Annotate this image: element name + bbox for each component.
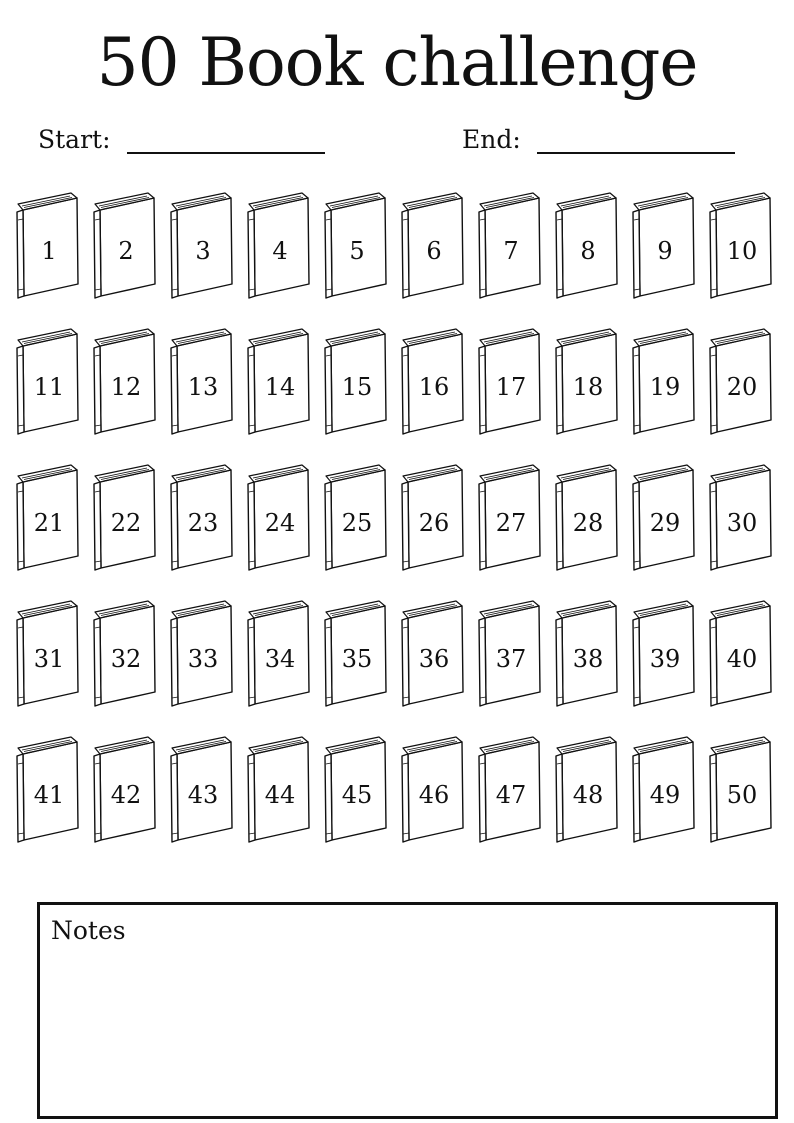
page-title: 50 Book challenge xyxy=(96,24,698,101)
book-10[interactable] xyxy=(707,192,784,302)
book-number: 38 xyxy=(572,645,604,673)
book-number: 21 xyxy=(33,509,65,537)
book-number: 47 xyxy=(495,781,527,809)
book-grid xyxy=(14,192,784,872)
book-number: 13 xyxy=(187,373,219,401)
book-number: 4 xyxy=(272,237,288,265)
start-label: Start: xyxy=(38,125,111,154)
book-number: 29 xyxy=(649,509,681,537)
book-32[interactable] xyxy=(91,600,168,710)
book-number: 17 xyxy=(495,373,527,401)
book-number: 14 xyxy=(264,373,296,401)
book-number: 45 xyxy=(341,781,373,809)
book-40[interactable] xyxy=(707,600,784,710)
book-number: 20 xyxy=(726,373,758,401)
book-1[interactable] xyxy=(14,192,91,302)
book-number: 3 xyxy=(195,237,211,265)
book-number: 1 xyxy=(41,237,57,265)
book-number: 41 xyxy=(33,781,65,809)
book-37[interactable] xyxy=(476,600,553,710)
end-date-line[interactable] xyxy=(537,152,735,154)
book-33[interactable] xyxy=(168,600,245,710)
book-27[interactable] xyxy=(476,464,553,574)
book-50[interactable] xyxy=(707,736,784,846)
book-number: 23 xyxy=(187,509,219,537)
book-31[interactable] xyxy=(14,600,91,710)
book-number: 9 xyxy=(657,237,673,265)
book-38[interactable] xyxy=(553,600,630,710)
start-date-field[interactable] xyxy=(38,116,325,156)
book-47[interactable] xyxy=(476,736,553,846)
book-5[interactable] xyxy=(322,192,399,302)
book-number: 19 xyxy=(649,373,681,401)
book-row xyxy=(14,328,784,464)
book-36[interactable] xyxy=(399,600,476,710)
book-number: 27 xyxy=(495,509,527,537)
book-row xyxy=(14,600,784,736)
book-26[interactable] xyxy=(399,464,476,574)
book-29[interactable] xyxy=(630,464,707,574)
book-45[interactable] xyxy=(322,736,399,846)
book-48[interactable] xyxy=(553,736,630,846)
book-row xyxy=(14,192,784,328)
book-49[interactable] xyxy=(630,736,707,846)
book-number: 44 xyxy=(264,781,296,809)
book-42[interactable] xyxy=(91,736,168,846)
book-row xyxy=(14,736,784,872)
book-35[interactable] xyxy=(322,600,399,710)
book-number: 34 xyxy=(264,645,296,673)
book-6[interactable] xyxy=(399,192,476,302)
book-number: 39 xyxy=(649,645,681,673)
book-20[interactable] xyxy=(707,328,784,438)
book-number: 28 xyxy=(572,509,604,537)
book-number: 18 xyxy=(572,373,604,401)
book-number: 48 xyxy=(572,781,604,809)
book-number: 16 xyxy=(418,373,450,401)
book-28[interactable] xyxy=(553,464,630,574)
book-number: 35 xyxy=(341,645,373,673)
start-date-line[interactable] xyxy=(127,152,325,154)
book-14[interactable] xyxy=(245,328,322,438)
book-number: 37 xyxy=(495,645,527,673)
book-41[interactable] xyxy=(14,736,91,846)
book-number: 33 xyxy=(187,645,219,673)
book-3[interactable] xyxy=(168,192,245,302)
book-8[interactable] xyxy=(553,192,630,302)
book-number: 25 xyxy=(341,509,373,537)
book-number: 12 xyxy=(110,373,142,401)
book-2[interactable] xyxy=(91,192,168,302)
book-number: 8 xyxy=(580,237,596,265)
book-46[interactable] xyxy=(399,736,476,846)
book-15[interactable] xyxy=(322,328,399,438)
book-number: 31 xyxy=(33,645,65,673)
book-7[interactable] xyxy=(476,192,553,302)
notes-box[interactable] xyxy=(37,902,778,1119)
book-12[interactable] xyxy=(91,328,168,438)
notes-label: Notes xyxy=(51,916,126,945)
book-21[interactable] xyxy=(14,464,91,574)
book-19[interactable] xyxy=(630,328,707,438)
book-43[interactable] xyxy=(168,736,245,846)
book-number: 30 xyxy=(726,509,758,537)
book-number: 43 xyxy=(187,781,219,809)
book-34[interactable] xyxy=(245,600,322,710)
book-number: 36 xyxy=(418,645,450,673)
book-number: 24 xyxy=(264,509,296,537)
book-22[interactable] xyxy=(91,464,168,574)
book-44[interactable] xyxy=(245,736,322,846)
book-17[interactable] xyxy=(476,328,553,438)
book-number: 6 xyxy=(426,237,442,265)
book-number: 7 xyxy=(503,237,519,265)
book-number: 50 xyxy=(726,781,758,809)
book-number: 49 xyxy=(649,781,681,809)
book-39[interactable] xyxy=(630,600,707,710)
end-label: End: xyxy=(462,125,521,154)
book-number: 26 xyxy=(418,509,450,537)
book-16[interactable] xyxy=(399,328,476,438)
book-24[interactable] xyxy=(245,464,322,574)
book-23[interactable] xyxy=(168,464,245,574)
book-4[interactable] xyxy=(245,192,322,302)
book-number: 46 xyxy=(418,781,450,809)
book-18[interactable] xyxy=(553,328,630,438)
book-number: 2 xyxy=(118,237,134,265)
book-number: 15 xyxy=(341,373,373,401)
book-number: 32 xyxy=(110,645,142,673)
end-date-field[interactable] xyxy=(462,116,735,156)
book-row xyxy=(14,464,784,600)
book-number: 11 xyxy=(33,373,65,401)
book-number: 42 xyxy=(110,781,142,809)
book-9[interactable] xyxy=(630,192,707,302)
book-number: 5 xyxy=(349,237,365,265)
book-25[interactable] xyxy=(322,464,399,574)
book-number: 40 xyxy=(726,645,758,673)
book-13[interactable] xyxy=(168,328,245,438)
book-11[interactable] xyxy=(14,328,91,438)
book-number: 10 xyxy=(726,237,758,265)
book-30[interactable] xyxy=(707,464,784,574)
book-number: 22 xyxy=(110,509,142,537)
